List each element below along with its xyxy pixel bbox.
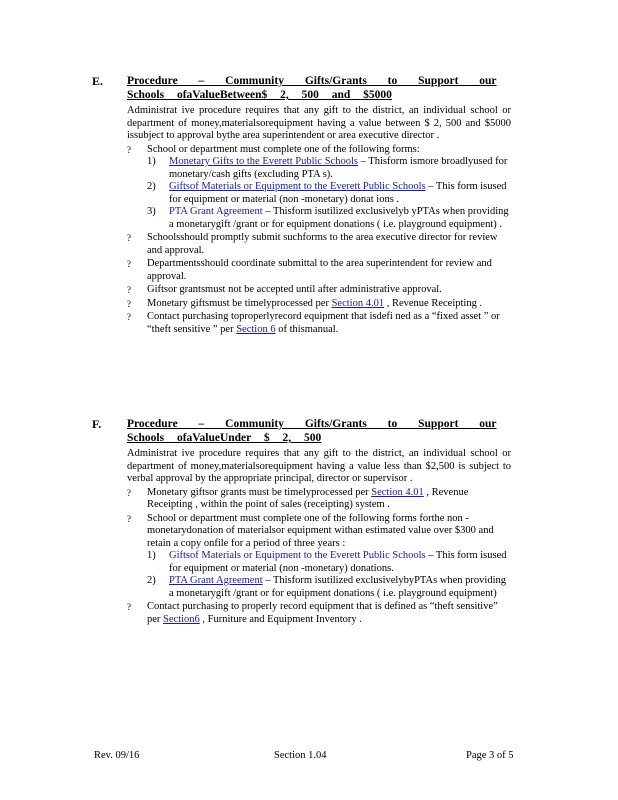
section-4-01-link[interactable]: Section 4.01 [331,297,385,309]
numbered-item-text: – Thisform isutilized exclusivelyb yPTAs when providing a monetarygift /grant or for equipment donations ( i.e. playground equipment) . [169,206,509,230]
footer-page-number: Page 3 of 5 [466,750,514,761]
number-marker: 3) [147,206,156,217]
pta-grant-agreement-link[interactable]: PTA Grant Agreement [169,575,263,586]
list-item [127,311,511,336]
list-item-text: Monetary giftsmust be timelyprocessed per [147,297,332,309]
number-marker: 1) [147,550,156,561]
list-item-text: School or department must complete one of the following forms: [147,143,420,155]
numbered-item [147,181,511,206]
list-item-text: Giftsor grantsmust not be accepted until after administrative approval. [147,284,442,295]
section-letter: E. [92,74,104,88]
list-item-text: Departmentsshould coordinate submittal to the area superintendent for review and approval. [147,258,492,282]
numbered-item [147,550,511,575]
list-item-text: , Furniture and Equipment Inventory . [199,613,362,625]
list-item-text: School or department must complete one of the following forms forthe non -monetarydonation of materialsor equipment withan estimated value over $300 and retain a copy onfile for a period of three years : [147,512,494,549]
number-marker: 1) [147,156,156,167]
list-item [127,487,511,512]
list-item-text: , Revenue Receipting . [384,297,483,309]
section-heading-line1: Procedure – Community Gifts/Grants to Support our [127,418,497,430]
numbered-item-text: – Thisform ismore broadlyused for monetary/cash gifts (excluding PTA s). [169,156,508,180]
bullet-marker: ? [127,298,131,309]
footer-revision: Rev. 09/16 [94,750,140,761]
list-item [127,232,511,257]
list-item-text: Monetary giftsor grants must be timelyprocessed per [147,486,372,498]
list-item-text: , Revenue Receipting , within the point of sales (receipting) system . [147,486,469,510]
bullet-marker: ? [127,285,131,295]
monetary-gifts-form-link[interactable]: Monetary Gifts to the Everett Public Schools [169,156,358,167]
list-item [127,144,511,232]
list-item-text: Schoolsshould promptly submit suchforms to the area executive director for review and approval. [147,232,498,256]
section-heading-line2: Schools ofaValueBetween$ 2, 500 and $5000 [127,89,392,101]
numbered-item-text: – Thisform isutilized exclusivelybyPTAs when providing a monetarygift /grant or for equipment donations ( i.e. playground equipment) [169,575,506,599]
intro-paragraph: Administrat ive procedure requires that any gift to the district, an individual school or department of money,materialsorequipment having a value less than $2,500 is subject to verbal approval by the appropriate principal, director or supervisor . [127,448,511,484]
section-body [127,74,511,336]
section-6-link[interactable]: Section6 [163,613,200,625]
list-item [127,601,511,626]
section-6-link[interactable]: Section 6 [236,323,276,335]
numbered-item-text: – This form isused for equipment or material (non -monetary) donat ions . [169,181,507,205]
numbered-item [147,206,511,231]
list-item-text: Contact purchasing toproperlyrecord equipment that isdefi ned as a “fixed asset ” or “theft sensitive ” per [147,311,500,335]
number-marker: 2) [147,181,156,192]
number-marker: 2) [147,575,156,586]
footer-section: Section 1.04 [274,750,327,761]
section-heading-line1: Procedure – Community Gifts/Grants to Support our [127,75,497,87]
list-item [127,284,511,297]
intro-paragraph: Administrat ive procedure requires that any gift to the district, an individual school or department of money,materialsorequipment having a value between $ 2, 500 and $5000 issubject to approval bythe area superintendent or area executive director . [127,105,511,141]
list-item [127,258,511,283]
list-item [127,513,511,601]
numbered-item-text: – This form isused for equipment or material (non -monetary) donations. [169,550,507,574]
materials-equipment-form-link[interactable]: Giftsof Materials or Equipment to the Everett Public Schools [169,181,426,192]
pta-grant-agreement-text: PTA Grant Agreement [169,206,263,217]
materials-equipment-form-text: Giftsof Materials or Equipment to the Everett Public Schools [169,550,426,561]
list-item-text: Contact purchasing to properly record equipment that is defined as “theft sensitive” per [147,601,498,625]
section-letter: F. [92,417,102,431]
section-4-01-link[interactable]: Section 4.01 [371,486,424,498]
bullet-marker: ? [127,259,131,269]
bullet-marker: ? [127,144,131,155]
bullet-marker: ? [127,233,131,243]
numbered-item [147,575,511,600]
bullet-marker: ? [127,312,131,322]
list-item-text: of thismanual. [275,323,339,335]
bullet-marker: ? [127,602,131,612]
numbered-item [147,156,511,181]
bullet-marker: ? [127,513,131,524]
section-heading-line2: Schools ofaValueUnder $ 2, 500 [127,432,322,444]
section-body [127,417,511,626]
list-item [127,298,511,311]
bullet-marker: ? [127,487,131,498]
